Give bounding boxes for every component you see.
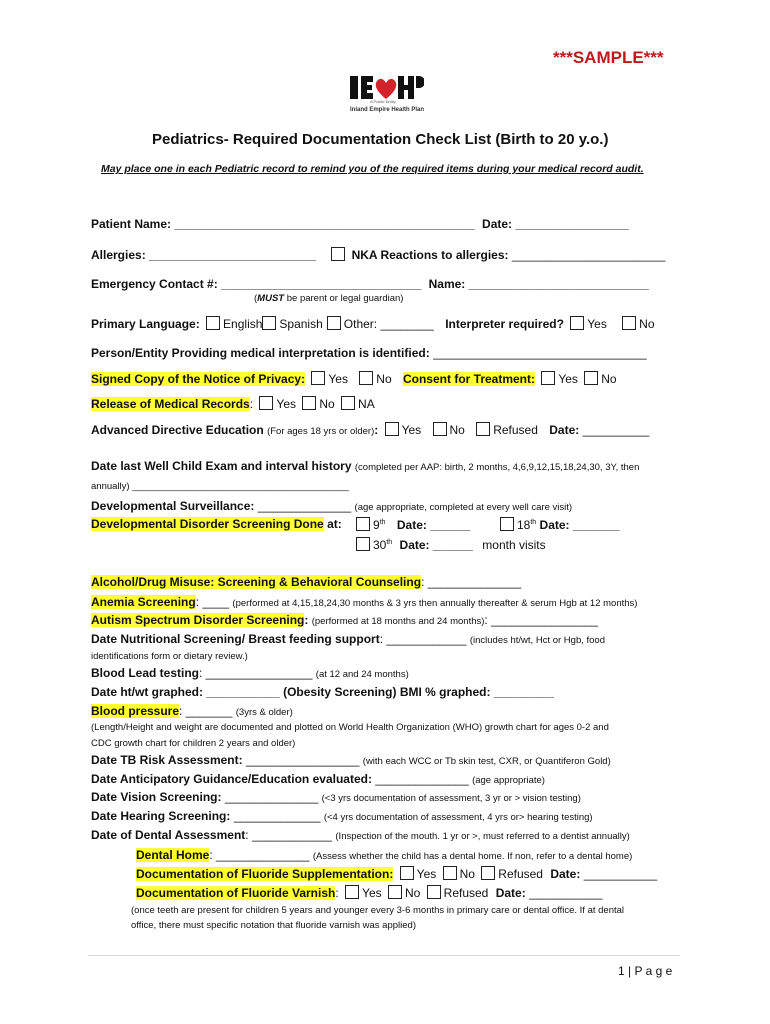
fluoride-varnish-no-label: No	[404, 886, 421, 900]
anticipatory-note: (age appropriate)	[472, 775, 545, 786]
hearing-row	[91, 809, 593, 823]
privacy-row	[91, 371, 617, 386]
dev-30th-date[interactable]: Date: ______	[399, 538, 473, 552]
lead-field[interactable]: : ________________	[199, 666, 313, 680]
fluoride-supp-refused-checkbox[interactable]	[481, 866, 495, 880]
well-child-row	[91, 459, 639, 473]
dev-18th-date[interactable]: Date: _______	[539, 518, 620, 532]
fluoride-varnish-yes-checkbox[interactable]	[345, 885, 359, 899]
fluoride-varnish-row	[136, 885, 602, 900]
bp-note: (3yrs & older)	[235, 707, 293, 718]
dev-9th-date[interactable]: Date: ______	[396, 518, 471, 532]
tb-field[interactable]: _________________	[245, 753, 360, 767]
htwt-field[interactable]: Date ht/wt graphed: ___________	[91, 685, 280, 699]
fluoride-supp-row	[136, 866, 657, 881]
privacy-yes-checkbox[interactable]	[311, 371, 325, 385]
spanish-label: Spanish	[279, 317, 323, 331]
dental-note: (Inspection of the mouth. 1 yr or >, must referred to a dentist annually)	[335, 831, 630, 842]
fluoride-varnish-refused-checkbox[interactable]	[427, 885, 441, 899]
dev-9th-row	[356, 517, 470, 532]
page-number: 1 | P a g e	[618, 964, 673, 978]
interpreter-no-label: No	[639, 317, 655, 331]
must-open: (	[254, 293, 258, 304]
lead-label: Blood Lead testing	[91, 666, 199, 680]
autism-note: (performed at 18 months and 24 months)	[311, 616, 485, 627]
tb-row	[91, 753, 611, 767]
consent-yes-label: Yes	[558, 372, 578, 386]
nka-label: NKA	[351, 248, 378, 262]
emergency-contact-field[interactable]: Emergency Contact #: ______________________________	[91, 277, 422, 291]
fluoride-varnish-date-field[interactable]: ___________	[529, 886, 603, 900]
teeth-note-2: office, there must specific notation that fluoride varnish was applied)	[131, 920, 416, 931]
nutrition-row	[91, 632, 605, 646]
interpreter-label: Interpreter required?	[445, 317, 564, 331]
anticipatory-field[interactable]: ______________	[375, 772, 469, 786]
dev-30th-label: 30	[373, 538, 387, 552]
anticipatory-label: Date Anticipatory Guidance/Education evaluated:	[91, 772, 372, 786]
date-label: Date: _________________	[482, 217, 629, 231]
dental-home-field[interactable]: : ______________	[209, 848, 310, 862]
emergency-name-field[interactable]: Name: ___________________________	[428, 277, 649, 291]
release-label: Release of Medical Records	[91, 397, 250, 411]
dev-18th-row	[500, 517, 620, 532]
fluoride-varnish-no-checkbox[interactable]	[388, 885, 402, 899]
bp-field[interactable]: : _______	[179, 704, 233, 718]
bp-label: Blood pressure	[91, 704, 180, 718]
reactions-field[interactable]: _______________________	[511, 248, 666, 262]
htwt-row	[91, 685, 554, 699]
anemia-note: (performed at 4,15,18,24,30 months & 3 yrs then annually thereafter & serum Hgb at 12 months)	[232, 598, 638, 609]
dev-surveillance-row	[91, 499, 572, 513]
adv-refused-checkbox[interactable]	[476, 422, 490, 436]
adv-yes-checkbox[interactable]	[385, 422, 399, 436]
person-entity-row	[91, 346, 647, 360]
growth-note-2: CDC growth chart for children 2 years and older)	[91, 738, 296, 749]
dev-9th-label: 9	[373, 518, 380, 532]
release-row	[91, 396, 375, 411]
reactions-label: Reactions to allergies:	[380, 248, 509, 262]
person-entity-label: Person/Entity Providing medical interpretation is identified:	[91, 346, 430, 360]
logo-subtitle: Inland Empire Health Plan	[350, 107, 425, 113]
consent-yes-checkbox[interactable]	[541, 371, 555, 385]
fluoride-varnish-date-label: Date:	[495, 886, 526, 900]
footer-divider	[88, 955, 680, 956]
adv-yes-label: Yes	[401, 423, 422, 437]
consent-no-label: No	[601, 372, 617, 386]
adv-date-field[interactable]: __________	[582, 423, 650, 437]
must-note	[254, 293, 403, 304]
dev-30th-checkbox[interactable]	[356, 537, 370, 551]
hearing-label: Date Hearing Screening:	[91, 809, 231, 823]
well-child-label: Date last Well Child Exam and interval history	[91, 459, 352, 473]
fluoride-supp-date-field[interactable]: ___________	[583, 867, 658, 881]
dev-disorder-row	[91, 517, 342, 531]
anemia-row	[91, 595, 637, 609]
anemia-field[interactable]: : ____	[195, 595, 230, 609]
hearing-field[interactable]: _____________	[233, 809, 321, 823]
release-no-label: No	[319, 397, 335, 411]
dental-home-row	[136, 848, 632, 862]
interpreter-no-checkbox[interactable]	[622, 316, 636, 330]
page-title: Pediatrics- Required Documentation Check List (Birth to 20 y.o.)	[152, 131, 609, 148]
patient-name-field[interactable]	[91, 217, 629, 231]
dental-field[interactable]: : ____________	[245, 828, 333, 842]
must-emphasis: MUST	[257, 293, 285, 304]
vision-field[interactable]: ______________	[224, 790, 319, 804]
consent-label: Consent for Treatment:	[402, 372, 535, 386]
teeth-note-1: (once teeth are present for children 5 years and younger every 3-6 months in primary care or dental office. If at dental	[131, 905, 625, 916]
dev-surveillance-field[interactable]: ______________	[257, 499, 352, 513]
alcohol-label: Alcohol/Drug Misuse: Screening & Behavioral Counseling	[91, 575, 422, 589]
fluoride-supp-yes-checkbox[interactable]	[400, 866, 414, 880]
patient-name-label: Patient Name: _____________________________________________	[91, 217, 475, 231]
privacy-no-checkbox[interactable]	[359, 371, 373, 385]
must-rest: be parent or legal guardian)	[284, 293, 404, 304]
fluoride-varnish-colon: :	[335, 886, 339, 900]
nutrition-note2: identifications form or dietary review.)	[91, 651, 248, 662]
lead-row	[91, 666, 409, 680]
page-subtitle: May place one in each Pediatric record to remind you of the required items during your medical record audit.	[101, 163, 644, 175]
alcohol-field[interactable]: : ______________	[421, 575, 522, 589]
dev-9th-checkbox[interactable]	[356, 517, 370, 531]
dental-home-label: Dental Home	[136, 848, 210, 862]
release-na-label: NA	[358, 397, 375, 411]
logo-tagline: A Public Entity	[370, 99, 396, 104]
dev-disorder-label: Developmental Disorder Screening Done	[91, 517, 324, 531]
adv-no-label: No	[449, 423, 465, 437]
fluoride-varnish-refused-label: Refused	[443, 886, 489, 900]
well-child-note: (completed per AAP: birth, 2 months, 4,6,9,12,15,18,24,30, 3Y, then	[354, 462, 640, 473]
sample-watermark: ***SAMPLE***	[553, 48, 664, 67]
adv-date-label: Date:	[549, 423, 580, 437]
autism-row	[91, 613, 598, 627]
allergies-row	[91, 247, 665, 262]
person-entity-field[interactable]: ________________________________	[433, 346, 647, 360]
lead-note: (at 12 and 24 months)	[315, 669, 409, 680]
dev-30th-row	[356, 537, 546, 552]
nutrition-note: (includes ht/wt, Hct or Hgb, food	[469, 635, 605, 646]
fluoride-supp-date-label: Date:	[550, 867, 581, 881]
privacy-label: Signed Copy of the Notice of Privacy:	[91, 372, 306, 386]
dev-surveillance-note: (age appropriate, completed at every well care visit)	[354, 502, 573, 513]
emergency-row	[91, 277, 649, 291]
bmi-field[interactable]: BMI % graphed: _________	[399, 685, 554, 699]
vision-note: (<3 yrs documentation of assessment, 3 yr or > vision testing)	[321, 793, 581, 804]
anemia-label: Anemia Screening	[91, 595, 196, 609]
nka-checkbox[interactable]	[331, 247, 345, 261]
release-na-checkbox[interactable]	[341, 396, 355, 410]
other-checkbox[interactable]	[327, 316, 341, 330]
growth-note-1: (Length/Height and weight are documented and plotted on World Health Organization (WHO) growth chart for ages 0-2 and	[91, 722, 609, 733]
tb-label: Date TB Risk Assessment:	[91, 753, 243, 767]
dev-18th-label: 18	[517, 518, 531, 532]
primary-language-row	[91, 316, 655, 331]
consent-no-checkbox[interactable]	[584, 371, 598, 385]
alcohol-row	[91, 575, 521, 589]
fluoride-supp-no-checkbox[interactable]	[443, 866, 457, 880]
adv-directive-note: (For ages 18 yrs or older)	[267, 426, 375, 437]
dev-18th-checkbox[interactable]	[500, 517, 514, 531]
privacy-yes-label: Yes	[328, 372, 348, 386]
dev-30th-sup: th	[386, 539, 393, 546]
fluoride-supp-no-label: No	[459, 867, 475, 881]
privacy-no-label: No	[376, 372, 392, 386]
other-language-field[interactable]: Other: ________	[343, 317, 434, 331]
advanced-directive-row	[91, 422, 649, 437]
dental-label: Date of Dental Assessment	[91, 828, 246, 842]
tb-note: (with each WCC or Tb skin test, CXR, or Quantiferon Gold)	[362, 756, 611, 767]
fluoride-supp-label: Documentation of Fluoride Supplementation:	[136, 867, 394, 881]
dev-9th-sup: th	[379, 519, 386, 526]
fluoride-varnish-yes-label: Yes	[362, 886, 382, 900]
autism-label: Autism Spectrum Disorder Screening	[91, 613, 305, 627]
release-yes-label: Yes	[276, 397, 296, 411]
adv-colon: :	[374, 423, 379, 437]
release-yes-checkbox[interactable]	[259, 396, 273, 410]
fluoride-varnish-label: Documentation of Fluoride Varnish	[136, 886, 336, 900]
autism-field[interactable]: : ________________	[484, 613, 598, 627]
interpreter-yes-label: Yes	[587, 317, 607, 331]
month-visits-label: month visits	[482, 538, 546, 552]
adv-refused-label: Refused	[493, 423, 538, 437]
nutrition-field[interactable]: : ____________	[379, 632, 467, 646]
adv-no-checkbox[interactable]	[433, 422, 447, 436]
nutrition-label: Date Nutritional Screening/ Breast feeding support	[91, 632, 380, 646]
fluoride-supp-yes-label: Yes	[416, 867, 437, 881]
release-no-checkbox[interactable]	[302, 396, 316, 410]
allergies-field[interactable]: Allergies: _________________________	[91, 248, 316, 262]
primary-language-label: Primary Language:	[91, 317, 200, 331]
dental-row	[91, 828, 630, 842]
spanish-checkbox[interactable]	[262, 316, 276, 330]
iehp-logo	[348, 73, 424, 119]
obesity-label: (Obesity Screening)	[283, 685, 397, 699]
dev-surveillance-label: Developmental Surveillance:	[91, 499, 255, 513]
english-checkbox[interactable]	[206, 316, 220, 330]
dental-home-note: (Assess whether the child has a dental home. If non, refer to a dental home)	[312, 851, 633, 862]
interpreter-yes-checkbox[interactable]	[570, 316, 584, 330]
hearing-note: (<4 yrs documentation of assessment, 4 yrs or> hearing testing)	[323, 812, 593, 823]
anticipatory-row	[91, 772, 545, 786]
bp-row	[91, 704, 293, 718]
fluoride-supp-refused-label: Refused	[498, 867, 543, 881]
english-label: English	[223, 317, 263, 331]
dev-18th-sup: th	[530, 519, 537, 526]
vision-row	[91, 790, 581, 804]
autism-colon: :	[304, 613, 309, 627]
well-child-field[interactable]: annually) _________________________________________	[91, 481, 349, 492]
release-colon: :	[249, 397, 254, 411]
vision-label: Date Vision Screening:	[91, 790, 222, 804]
dev-disorder-at: at:	[323, 517, 342, 531]
adv-directive-label: Advanced Directive Education	[91, 423, 264, 437]
